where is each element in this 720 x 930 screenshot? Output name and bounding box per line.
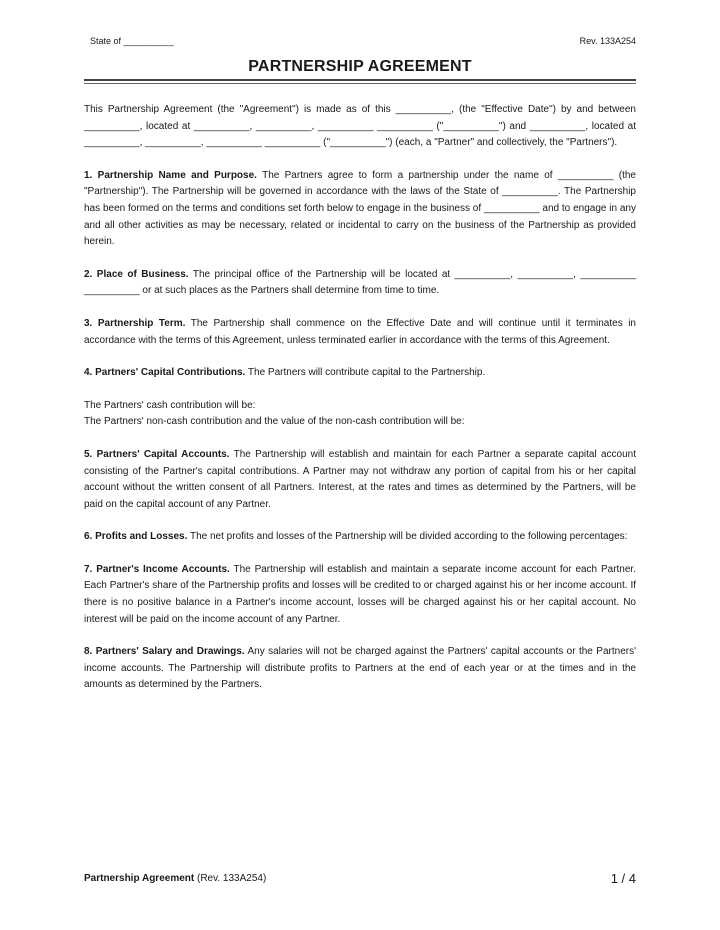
footer-revision: (Rev. 133A254)	[197, 873, 267, 884]
section-4	[84, 365, 636, 382]
document-title: PARTNERSHIP AGREEMENT	[248, 58, 472, 75]
section-body: The Partners agree to form a partnership under the name of __________ (the "Partnership"). The Partnership will be governed in accordance with the laws of the State of __________. The Partnership has been formed on the terms and conditions set forth below to engage in the business of __________ and to engage in any and all other activities as may be necessary, related or incidental to carry on the business of the Partnership as provided herein.	[84, 169, 636, 248]
section-heading: 6. Profits and Losses.	[84, 531, 188, 543]
section-body: Any salaries will not be charged against the Partners' capital accounts or the Partners' income accounts. The Partnership will distribute profits to Partners at the end of each year or at the times and in the amounts as determined by the Partners.	[84, 646, 636, 691]
section-6	[84, 529, 636, 546]
section-body: The Partnership shall commence on the Effective Date and will continue until it terminates in accordance with the terms of this Agreement, unless terminated earlier in accordance with the terms of this Agreement.	[84, 317, 636, 346]
section-heading: 5. Partners' Capital Accounts.	[84, 448, 230, 460]
title-rule-thick	[84, 79, 636, 81]
section-body: The Partnership will establish and maintain a separate income account for each Partner. Each Partner's share of the Partnership profits and losses will be credited to or charged against his or her income account. If there is no positive balance in a Partner's income account, losses will be charged against his or her capital account. No interest will be paid on the income account of any Partner.	[84, 563, 636, 625]
document-page	[84, 0, 636, 930]
page-number: 1 / 4	[610, 871, 636, 886]
section-body: The Partners will contribute capital to the Partnership.	[247, 367, 486, 379]
section-5	[84, 447, 636, 513]
section-1	[84, 168, 636, 251]
intro-paragraph: This Partnership Agreement (the "Agreement") is made as of this __________, (the "Effective Date") by and between __________, located at __________, __________, __________ __________ ("__________") and __________, located at __________, __________, __________ __________ ("__________") (each, a "Partner" and collectively, the "Partners").	[84, 104, 636, 149]
header-revision: Rev. 133A254	[579, 36, 636, 46]
page-header	[90, 36, 636, 50]
section-heading: 8. Partners' Salary and Drawings.	[84, 646, 245, 658]
section-body: The Partnership will establish and maintain for each Partner a separate capital account consisting of the Partner's capital contributions. A Partner may not withdraw any portion of capital from his or her capital account without the written consent of all Partners. Interest, at the rates and times as determined by the Partners, will be paid on the capital account of any Partner.	[84, 448, 636, 510]
section-heading: 3. Partnership Term.	[84, 317, 186, 329]
section-body: The principal office of the Partnership will be located at __________, __________, __________ __________ or at such places as the Partners shall determine from time to time.	[84, 268, 636, 297]
document-body	[84, 102, 636, 694]
section-heading: 7. Partner's Income Accounts.	[84, 563, 230, 575]
footer-doc-name: Partnership Agreement	[84, 873, 195, 884]
section-heading: 1. Partnership Name and Purpose.	[84, 169, 257, 181]
noncash-contribution-line: The Partners' non-cash contribution and the value of the non-cash contribution will be:	[84, 416, 465, 428]
section-3	[84, 316, 636, 349]
title-rule-thin	[84, 83, 636, 84]
section-heading: 2. Place of Business.	[84, 268, 189, 280]
state-label: State of __________	[90, 36, 174, 46]
cash-contribution-line: The Partners' cash contribution will be:	[84, 399, 256, 411]
section-8	[84, 644, 636, 694]
section-7	[84, 562, 636, 628]
page-footer-doc	[84, 873, 266, 884]
section-2	[84, 267, 636, 300]
section-body: The net profits and losses of the Partnership will be divided according to the following percentages:	[189, 531, 628, 543]
section-heading: 4. Partners' Capital Contributions.	[84, 367, 246, 379]
